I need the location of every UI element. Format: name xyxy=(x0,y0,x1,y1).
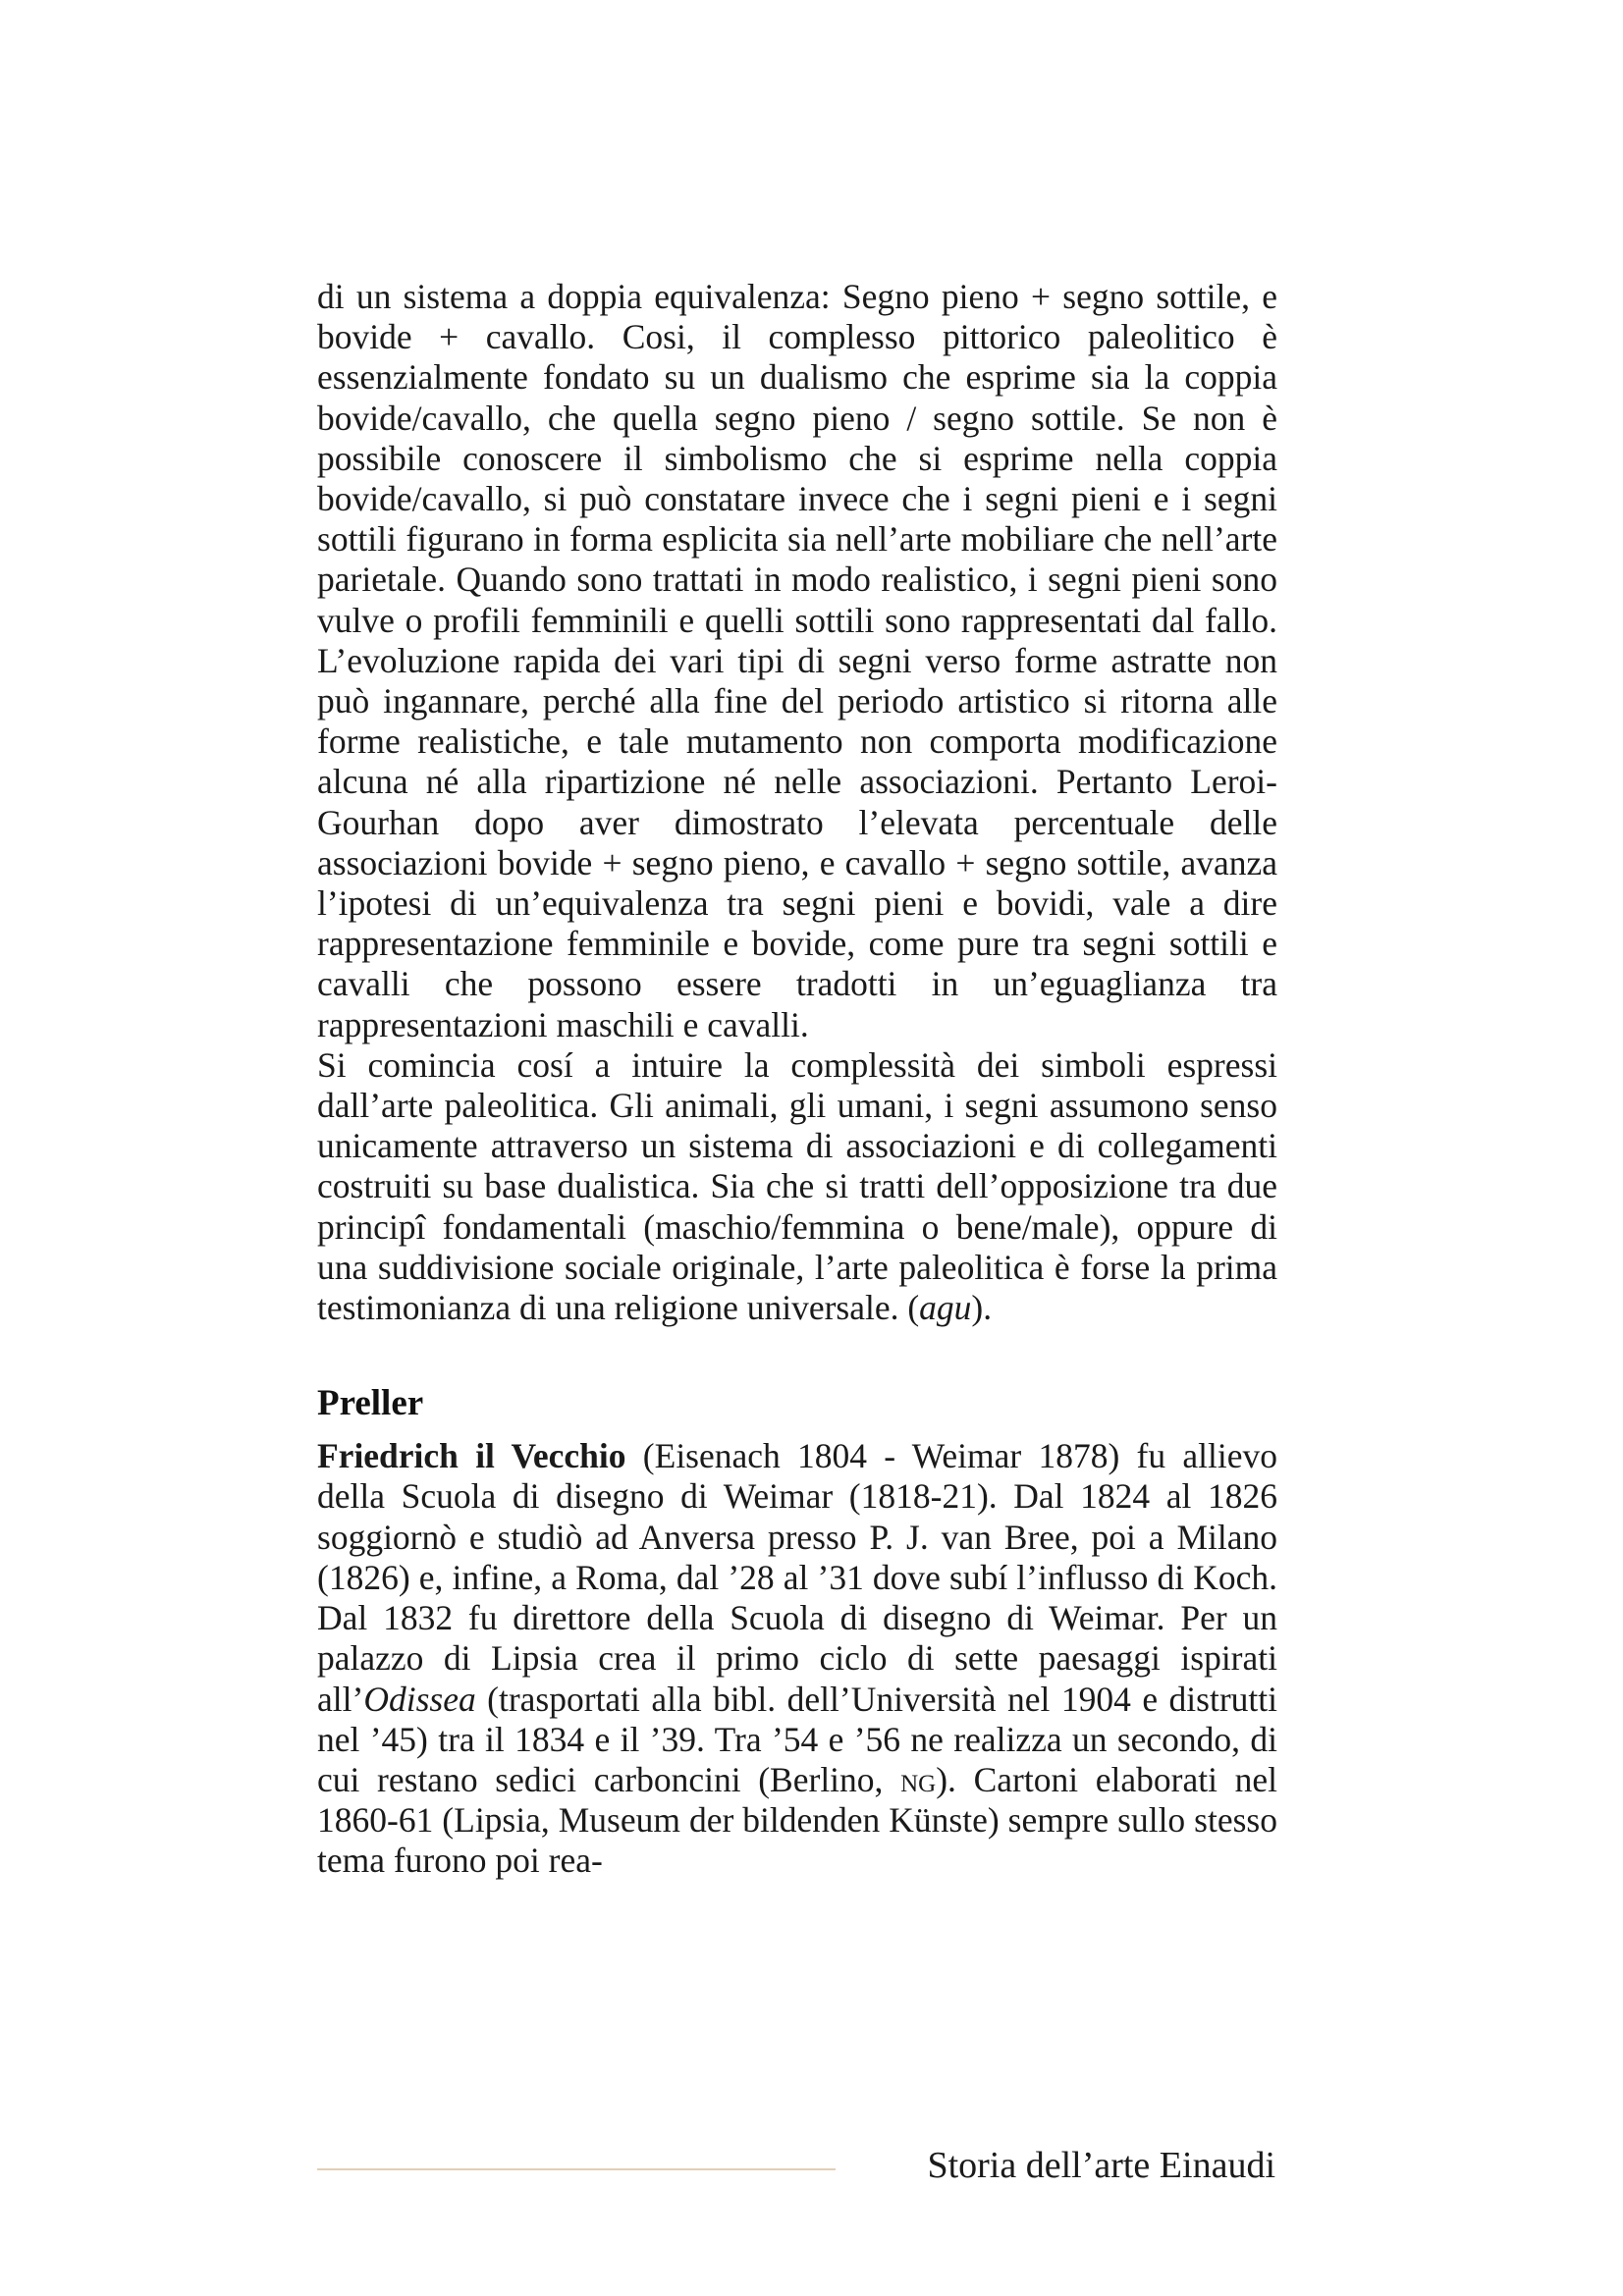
entry-name: Friedrich il Vecchio xyxy=(317,1436,626,1476)
work-title: Odissea xyxy=(363,1679,476,1719)
entry-heading: Preller xyxy=(317,1383,424,1424)
entry-text-1: (Eisenach 1804 - Weimar 1878) fu allievo della Scuola di disegno di Weimar (1818-21). Dal 1824 al 1826 soggiornò e studiò ad Anversa presso P. J. van Bree, poi a Milano (1826) e, infine, a Roma, dal ’28 al ’31 dove subí l’influsso di Koch. Dal 1832 fu direttore della Scuola di disegno di Weimar. Per un palazzo di Lipsia crea il primo ciclo di sette paesaggi ispirati all’ xyxy=(317,1436,1277,1719)
body-paragraph-2 xyxy=(317,1045,1277,1328)
footer-title: Storia dell’arte Einaudi xyxy=(927,2145,1275,2186)
entry-text-3: ). Cartoni elaborati nel 1860-61 (Lipsia, Museum der bildenden Künste) sempre sullo stesso tema furono poi rea- xyxy=(317,1759,1277,1881)
main-text xyxy=(317,277,1277,1882)
body-paragraph-2-text: Si comincia cosí a intuire la complessità dei simboli espressi dall’arte paleolitica. Gli animali, gli umani, i segni assumono senso unicamente attraverso un sistema di associazioni e di collegamenti costruiti su base dualistica. Sia che si tratti dell’opposizione tra due principî fondamentali (maschio/femmina o bene/male), oppure di una suddivisione sociale originale, l’arte paleolitica è forse la prima testimonianza di una religione universale. ( xyxy=(317,1044,1277,1328)
entry-paragraph xyxy=(317,1436,1277,1881)
entry-text-2: (trasportati alla bibl. dell’Università nel 1904 e distrutti nel ’45) tra il 1834 e il ’39. Tra ’54 e ’56 ne realizza un secondo, di cui restano sedici carboncini (Berlino, xyxy=(317,1679,1277,1799)
collection-abbreviation: ng xyxy=(900,1759,937,1799)
author-initials: agu xyxy=(919,1288,972,1328)
body-paragraph-1: di un sistema a doppia equivalenza: Segno pieno + segno sottile, e bovide + cavallo. Cosi, il complesso pittorico paleolitico è essenzialmente fondato su un dualismo che esprime sia la coppia bovide/cavallo, che quella segno pieno / segno sottile. Se non è possibile conoscere il simbolismo che si esprime nella coppia bovide/cavallo, si può constatare invece che i segni pieni e i segni sottili figurano in forma esplicita sia nell’arte mobiliare che nell’arte parietale. Quando sono trattati in modo realistico, i segni pieni sono vulve o profili femminili e quelli sottili sono rappresentati dal fallo. L’evoluzione rapida dei vari tipi di segni verso forme astratte non può ingannare, perché alla fine del periodo artistico si ritorna alle forme realistiche, e tale mutamento non comporta modificazione alcuna né alla ripartizione né nelle associazioni. Pertanto Leroi-Gourhan dopo aver dimostrato l’elevata percentuale delle associazioni bovide + segno pieno, e cavallo + segno sottile, avanza l’ipotesi di un’equivalenza tra segni pieni e bovidi, vale a dire rappresentazione femminile e bovide, come pure tra segni sottili e cavalli che possono essere tradotti in un’eguaglianza tra rappresentazioni maschili e cavalli. xyxy=(317,277,1277,1044)
footer-rule xyxy=(317,2168,836,2170)
body-paragraph-2-end: ). xyxy=(971,1288,993,1328)
